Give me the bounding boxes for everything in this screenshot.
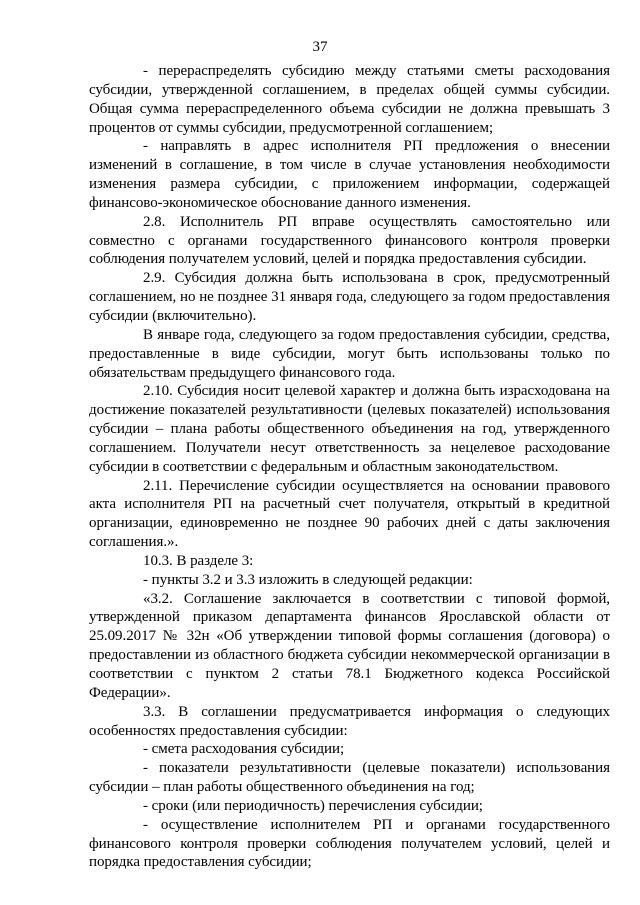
document-body	[89, 62, 610, 872]
paragraph-inspection: - осуществление исполнителем РП и органами государственного финансового контроля проверки соблюдения получателем условий, целей и порядка предоставления субсидии;	[89, 816, 610, 871]
paragraph-expense-estimate: - смета расходования субсидии;	[143, 741, 345, 758]
page-number: 37	[312, 39, 328, 55]
paragraph-3-3: 3.3. В соглашении предусматривается информация о следующих особенностях предоставления субсидии:	[89, 703, 610, 739]
paragraph-2-9: 2.9. Субсидия должна быть использована в срок, предусмотренный соглашением, но не позднее 31 января года, следующего за годом предоставления субсидии (включительно).	[89, 270, 610, 324]
paragraph-10-3: 10.3. В разделе 3:	[143, 552, 254, 569]
paragraph-2-8: 2.8. Исполнитель РП вправе осуществлять самостоятельно или совместно с органами государственного финансового контроля проверки соблюдения получателем условий, целей и порядка предоставления субсидии.	[89, 213, 610, 268]
paragraph-points-3-2-3-3: - пункты 3.2 и 3.3 изложить в следующей редакции:	[143, 571, 473, 588]
paragraph-2-11: 2.11. Перечисление субсидии осуществляется на основании правового акта исполнителя РП на расчетный счет получателя, открытый в кредитной организации, единовременно не позднее 90 рабочих дней с даты заключения соглашения.».	[89, 477, 610, 551]
paragraph-transfer-terms: - сроки (или периодичность) перечисления субсидии;	[143, 797, 483, 814]
paragraph-2-10: 2.10. Субсидия носит целевой характер и должна быть израсходована на достижение показателей результативности (целевых показателей) использования субсидии – плана работы общественного объединения на год, утвержденного соглашением. Получатели несут ответственность за нецелевое расходование субсидии в соответствии с федеральным и областным законодательством.	[89, 383, 610, 475]
paragraph-redistribute-subsidy: - перераспределять субсидию между статьями сметы расходования субсидии, утвержденной соглашением, в пределах общей суммы субсидии. Общая сумма перераспределенного объема субсидии не должна превышать 3 процентов от суммы субсидии, предусмотренной соглашением;	[89, 63, 610, 136]
paragraph-january-usage: В январе года, следующего за годом предоставления субсидии, средства, предоставленные в виде субсидии, могут быть использованы только по обязательствам предыдущего финансового года.	[89, 326, 610, 381]
paragraph-send-proposals: - направлять в адрес исполнителя РП предложения о внесении изменений в соглашение, в том числе в случае установления необходимости изменения размера субсидии, с приложением информации, содержащей финансово-экономическое обоснование данного изменения.	[89, 138, 610, 211]
paragraph-3-2: «3.2. Соглашение заключается в соответствии с типовой формой, утвержденной приказом департамента финансов Ярославской области от 25.09.2017 № 32н «Об утверждении типовой формы соглашения (договора) о предоставлении из областного бюджета субсидии некоммерческой организации в соответствии с пунктом 2 статьи 78.1 Бюджетного кодекса Российской Федерации».	[89, 590, 610, 701]
paragraph-performance-indicators: - показатели результативности (целевые показатели) использования субсидии – план работы общественного объединения на год;	[89, 760, 610, 796]
